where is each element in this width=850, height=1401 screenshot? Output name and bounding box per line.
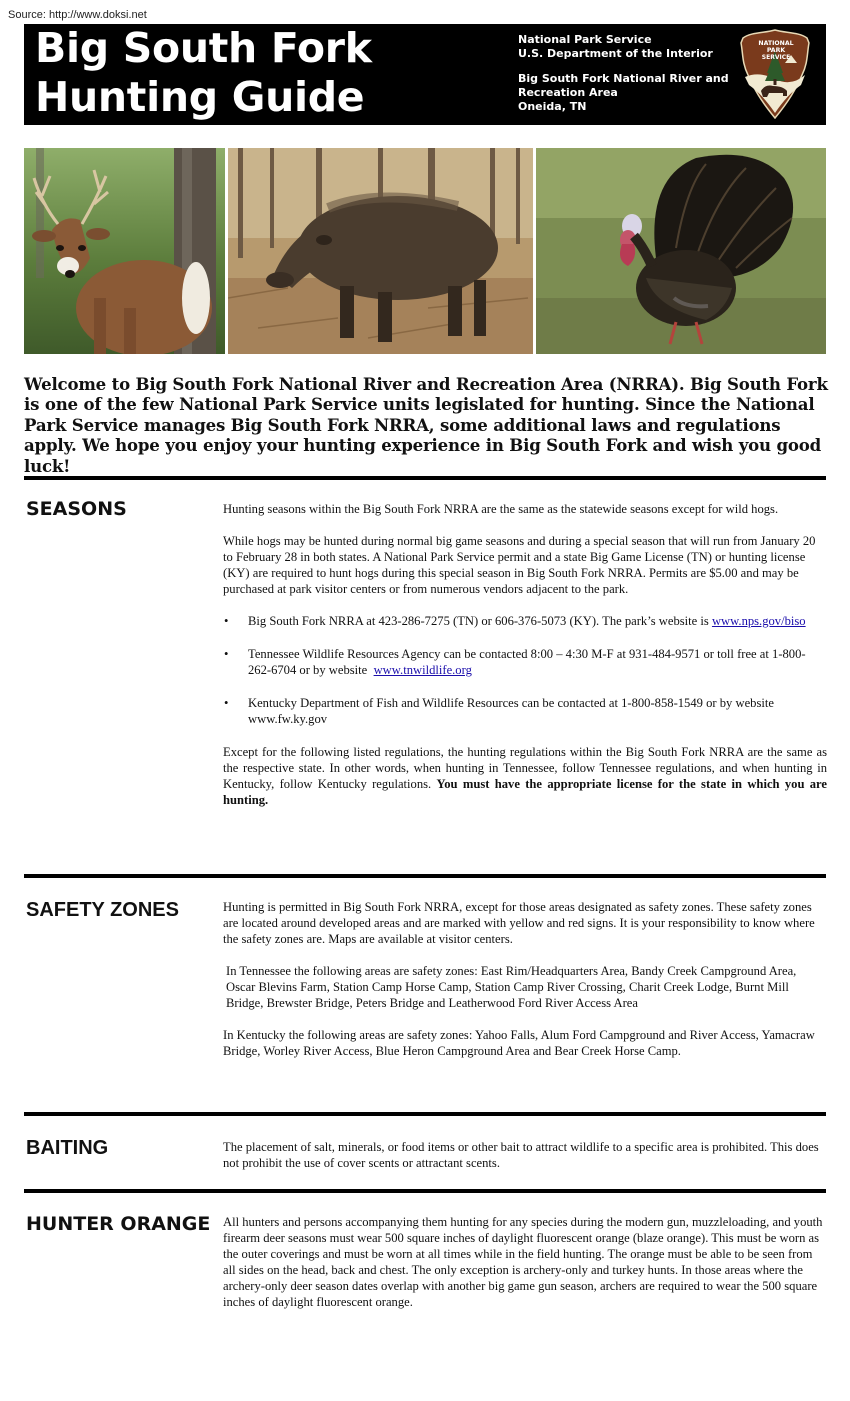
wild-turkey-photo <box>536 148 826 354</box>
baiting-body <box>223 1139 827 1187</box>
baiting-text: The placement of salt, minerals, or food items or other bait to attract wildlife to a specific area is prohibited. This does not prohibit the use of cover scents or attractant scents. <box>223 1140 819 1170</box>
contact-item-park <box>223 613 827 629</box>
unit-name-line-2: Recreation Area <box>518 86 618 99</box>
photo-strip <box>24 148 826 354</box>
title-line-2: Hunting Guide <box>35 73 365 121</box>
welcome-paragraph: Welcome to Big South Fork National River and Recreation Area (NRRA). Big South Fork is one of the few National Park Service units legislated for hunting. Since the National Park Service manages Big South Fork NRRA, some additional laws and regulations apply. We hope you enjoy your hunting experience in Big South Fork and wish you good luck! <box>24 374 828 476</box>
baiting-heading: BAITING <box>26 1137 109 1159</box>
section-divider <box>24 874 826 878</box>
section-divider <box>24 1112 826 1116</box>
section-divider <box>24 476 826 480</box>
emblem-text-park: PARK <box>766 47 786 54</box>
wild-hog-photo <box>228 148 533 354</box>
contact-list <box>223 613 827 727</box>
emblem-text-service: SERVICE <box>761 54 791 61</box>
title-line-1: Big South Fork <box>35 24 372 72</box>
license-requirement: You must have the appropriate license for the state in which you are hunting. <box>223 777 828 807</box>
seasons-body <box>223 501 827 824</box>
hunter-orange-body <box>223 1214 827 1326</box>
safety-zones-body <box>223 899 827 1075</box>
contact-twra-text: Tennessee Wildlife Resources Agency can be contacted 8:00 – 4:30 M-F at 931-484-9571 or toll free at 1-800-262-6704 or by website <box>248 647 806 677</box>
kentucky-safety-zones: In Kentucky the following areas are safety zones: Yahoo Falls, Alum Ford Campground and River Access, Yamacraw Bridge, Worley River Access, Blue Heron Campground Area and Bear Creek Horse Camp. <box>223 1028 815 1058</box>
agency-block <box>518 33 729 114</box>
seasons-regulations <box>223 744 827 808</box>
seasons-heading: SEASONS <box>26 498 127 520</box>
contact-item-twra <box>223 646 827 678</box>
tennessee-safety-zones: In Tennessee the following areas are safety zones: East Rim/Headquarters Area, Bandy Creek Campground Area, Oscar Blevins Farm, Station Camp Horse Camp, Station Camp River Crossing, Charit Creek Lodge, Burnt Mill Bridge, Brewster Bridge, Peters Bridge and Leatherwood Ford River Access Area <box>226 964 797 1010</box>
header-banner <box>24 24 826 125</box>
deer-photo <box>24 148 225 354</box>
section-divider <box>24 1189 826 1193</box>
hunter-orange-text: All hunters and persons accompanying them hunting for any species during the modern gun, muzzleloading, and youth firearm deer seasons must wear 500 square inches of daylight fluorescent orange (blaze orange). This must be worn as the outer coverings and must be worn at all times while in the field hunting. The orange must be able to be seen from all sides on the head, back and chest. The only exception is archery-only and turkey hunts. In those areas where the archery-only deer season dates overlap with another big game gun season, archers are required to wear the 500 square inches of daylight fluorescent orange. <box>223 1215 823 1309</box>
unit-name-line-1: Big South Fork National River and <box>518 72 729 85</box>
nps-arrowhead-logo <box>739 29 811 119</box>
tnwildlife-website-link[interactable]: www.tnwildlife.org <box>373 663 472 677</box>
safety-zones-heading: SAFETY ZONES <box>26 899 179 921</box>
contact-item-kdfwr <box>223 695 827 727</box>
bullet-icon: • <box>224 696 229 710</box>
contact-kdfwr-text: Kentucky Department of Fish and Wildlife Resources can be contacted at 1-800-858-1549 or by website www.fw.ky.gov <box>248 696 774 726</box>
seasons-hog-season: While hogs may be hunted during normal big game seasons and during a special season that will run from January 20 to February 28 in both states. A National Park Service permit and a state Big Game License (TN) or hunting license (KY) are required to hunt hogs during this special season in Big South Fork NRRA. Permits are $5.00 and may be purchased at park visitor centers or from numerous vendors adjacent to the park. <box>223 534 816 596</box>
source-line: Source: http://www.doksi.net <box>8 9 147 21</box>
page-title <box>35 24 372 122</box>
bullet-icon: • <box>224 647 229 661</box>
department-name: U.S. Department of the Interior <box>518 47 713 60</box>
bullet-icon: • <box>224 614 229 628</box>
emblem-text-national: NATIONAL <box>758 40 794 47</box>
safety-zones-intro: Hunting is permitted in Big South Fork NRRA, except for those areas designated as safety zones. These safety zones are located around developed areas and are marked with yellow and red signs. It is your responsibility to know where the safety zones are. Maps are available at visitor centers. <box>223 900 815 946</box>
nps-website-link[interactable]: www.nps.gov/biso <box>711 614 806 628</box>
agency-name: National Park Service <box>518 33 652 46</box>
contact-park-text: Big South Fork NRRA at 423-286-7275 (TN) or 606-376-5073 (KY). The park’s website is <box>248 614 709 628</box>
unit-location: Oneida, TN <box>518 100 587 113</box>
hunter-orange-heading: HUNTER ORANGE <box>26 1213 211 1235</box>
seasons-intro: Hunting seasons within the Big South Fork NRRA are the same as the statewide seasons except for wild hogs. <box>223 502 779 516</box>
regulations-text: Except for the following listed regulations, the hunting regulations within the Big South Fork NRRA are the same as the respective state. In other words, when hunting in Tennessee, follow Tennessee regulations, and when hunting in Kentucky, follow Kentucky regulations. <box>223 745 827 791</box>
